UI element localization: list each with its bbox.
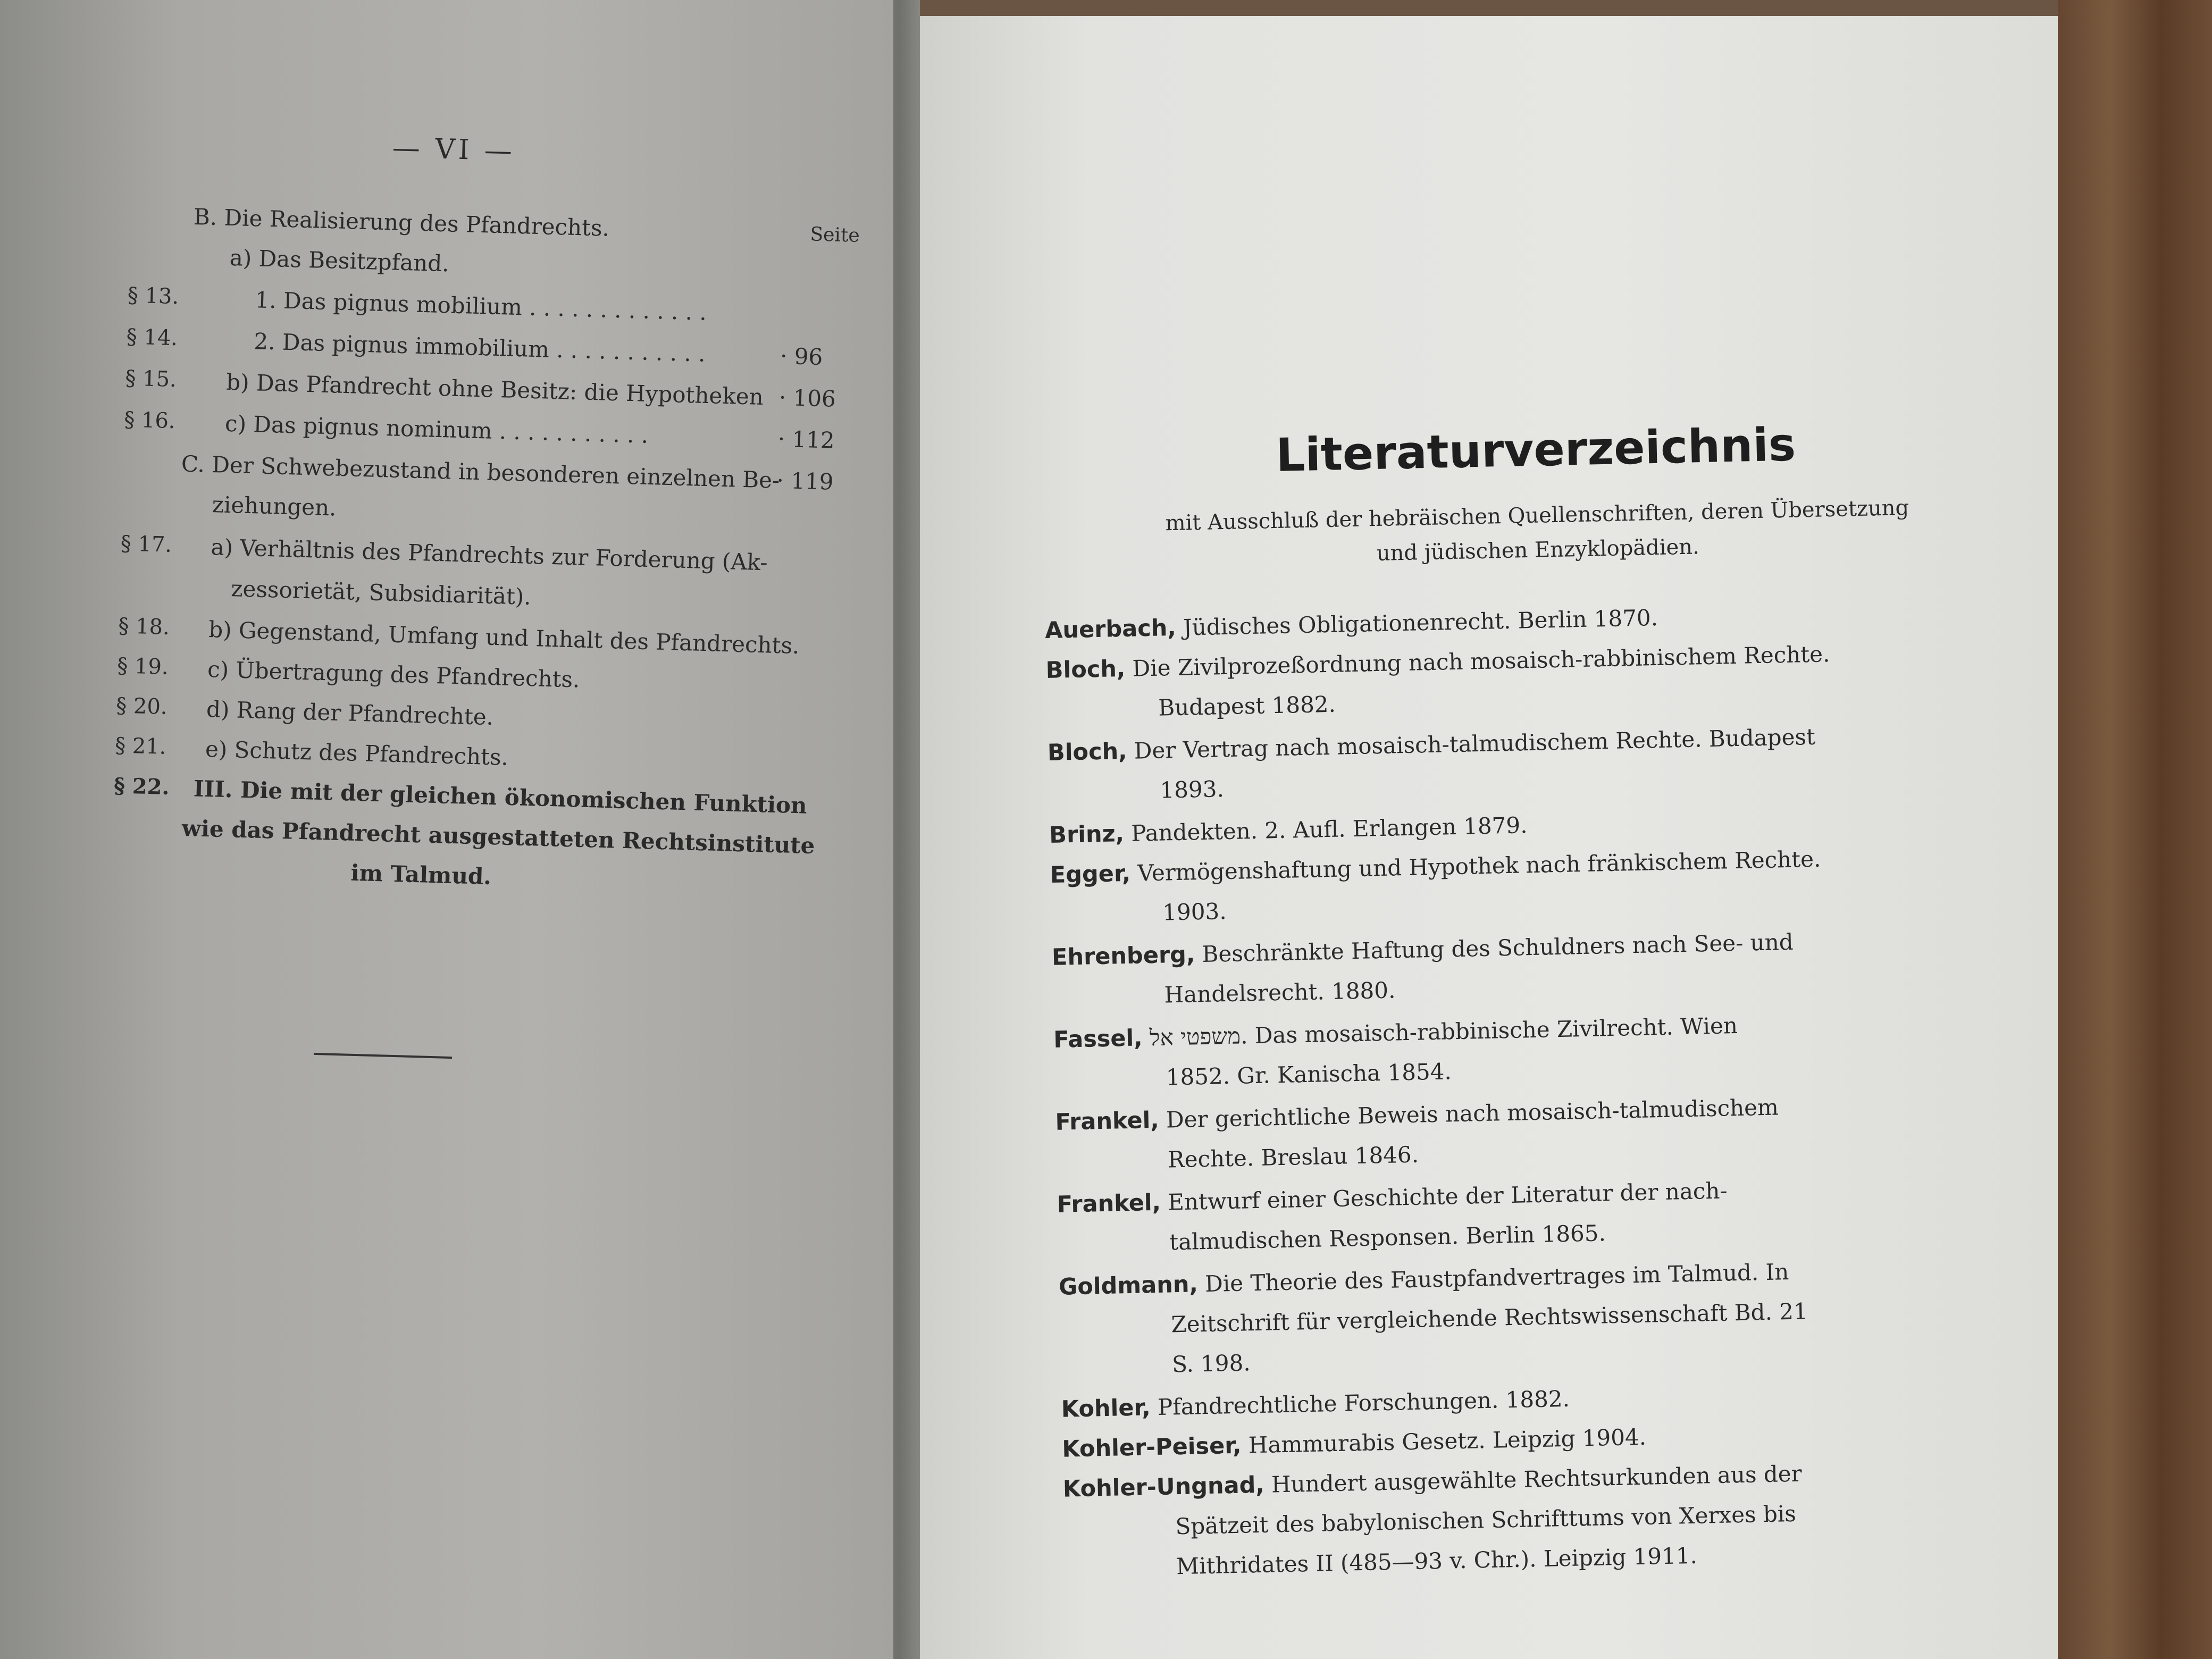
entry-continuation: 1852. Gr. Kanischa 1854.	[1166, 1058, 1452, 1091]
entry-author: Bloch,	[1045, 655, 1126, 684]
entry-text: Pfandrechtliche Forschungen. 1882.	[1157, 1385, 1570, 1420]
toc-entry: B. Die Realisierung des Pfandrechts.	[193, 203, 610, 241]
bibliography-entry	[1057, 1177, 1728, 1218]
toc-entry: b) Das Pfandrecht ohne Besitz: die Hypotheken	[225, 368, 764, 410]
entry-author: Fassel,	[1053, 1025, 1143, 1053]
right-page-content	[910, 3, 2082, 1659]
entry-author: Kohler,	[1061, 1394, 1151, 1423]
toc-entry: 2. Das pignus immobilium . . . . . . . . . . .	[253, 328, 706, 367]
entry-text: Der Vertrag nach mosaisch-talmudischem Rechte. Budapest	[1134, 723, 1816, 764]
entry-text: משפטי אל. Das mosaisch-rabbinische Zivilrecht. Wien	[1149, 1012, 1738, 1051]
entry-author: Egger,	[1050, 860, 1131, 889]
page-subtitle: und jüdischen Enzyklopädien.	[1376, 534, 1700, 566]
entry-author: Goldmann,	[1058, 1271, 1199, 1301]
left-page	[0, 0, 893, 1659]
divider-rule	[314, 1053, 452, 1059]
entry-text: Pandekten. 2. Aufl. Erlangen 1879.	[1130, 812, 1528, 847]
toc-page-number: · 119	[776, 467, 834, 495]
toc-section-number: § 17.	[120, 531, 172, 557]
entry-author: Frankel,	[1057, 1189, 1161, 1218]
bibliography-entry	[1053, 1012, 1738, 1053]
entry-author: Frankel,	[1055, 1107, 1160, 1136]
entry-author: Kohler-Peiser,	[1061, 1432, 1242, 1463]
bibliography-entry	[1059, 1259, 1789, 1301]
entry-text: Beschränkte Haftung des Schuldners nach See- und	[1202, 928, 1794, 968]
toc-section-number: § 22.	[113, 773, 170, 800]
entry-continuation: Mithridates II (485—93 v. Chr.). Leipzig 1911.	[1176, 1542, 1698, 1580]
toc-entry: C. Der Schwebezustand in besonderen einzelnen Be-	[181, 450, 780, 493]
toc-entry: im Talmud.	[350, 859, 492, 890]
entry-text: Entwurf einer Geschichte der Literatur der nach-	[1167, 1177, 1728, 1216]
toc-section-number: § 20.	[115, 693, 168, 719]
entry-author: Brinz,	[1049, 820, 1125, 849]
entry-text: Jüdisches Obligationenrecht. Berlin 1870.	[1183, 604, 1658, 641]
entry-author: Auerbach,	[1044, 614, 1177, 644]
bibliography-entry	[1061, 1386, 1570, 1423]
entry-text: Hundert ausgewählte Rechtsurkunden aus der	[1271, 1460, 1803, 1498]
entry-continuation: Handelsrecht. 1880.	[1164, 977, 1396, 1008]
bibliography-entry	[1055, 1094, 1779, 1135]
bibliography-entry	[1050, 846, 1821, 889]
toc-entry: e) Schutz des Pfandrechts.	[205, 735, 509, 770]
bibliography-entry	[1047, 724, 1815, 766]
entry-text: Hammurabis Gesetz. Leipzig 1904.	[1248, 1423, 1647, 1459]
toc-section-number: § 21.	[114, 733, 167, 759]
bibliography-entry	[1045, 641, 1830, 684]
toc-section-number: § 18.	[118, 614, 170, 640]
left-page-content	[0, 0, 896, 1659]
toc-section-number: § 19.	[116, 653, 169, 680]
toc-entry: a) Das Besitzpfand.	[229, 244, 450, 277]
toc-entry: 1. Das pignus mobilium . . . . . . . . . . . . .	[255, 287, 707, 325]
entry-author: Kohler-Ungnad,	[1062, 1471, 1265, 1503]
entry-author: Bloch,	[1047, 738, 1128, 767]
toc-entry: a) Verhältnis des Pfandrechts zur Forderung (Ak-	[211, 534, 768, 576]
page-number: — VI —	[391, 132, 516, 167]
entry-text: Vermögenshaftung und Hypothek nach fränkischem Rechte.	[1137, 845, 1821, 886]
entry-text: Die Zivilprozeßordnung nach mosaisch-rabbinischem Rechte.	[1132, 641, 1830, 682]
toc-section-number: § 14.	[126, 324, 178, 351]
toc-entry: c) Übertragung des Pfandrechts.	[207, 656, 581, 693]
page-title: Literaturverzeichnis	[1275, 418, 1797, 482]
toc-section-number: § 13.	[127, 283, 179, 309]
entry-continuation: S. 198.	[1171, 1350, 1251, 1378]
toc-entry: ziehungen.	[212, 491, 337, 521]
bibliography-entry	[1045, 605, 1658, 644]
toc-page-number: · 106	[778, 384, 836, 412]
bibliography-entry	[1062, 1461, 1802, 1503]
entry-continuation: 1893.	[1160, 776, 1225, 803]
bibliography-entry	[1062, 1424, 1647, 1463]
entry-text: Der gerichtliche Beweis nach mosaisch-talmudischem	[1166, 1094, 1779, 1133]
seite-label: Seite	[809, 223, 860, 247]
toc-entry: d) Rang der Pfandrechte.	[206, 696, 494, 731]
entry-continuation: Rechte. Breslau 1846.	[1167, 1141, 1419, 1173]
toc-page-number: · 112	[777, 425, 835, 454]
toc-entry: b) Gegenstand, Umfang und Inhalt des Pfandrechts.	[208, 616, 800, 659]
entry-continuation: Zeitschrift für vergleichende Rechtswissenschaft Bd. 21	[1171, 1298, 1808, 1338]
entry-author: Ehrenberg,	[1051, 941, 1195, 971]
toc-entry: III. Die mit der gleichen ökonomischen Funktion	[193, 775, 808, 819]
right-page	[920, 16, 2058, 1659]
bibliography-entry	[1049, 812, 1528, 849]
entry-text: Die Theorie des Faustpfandvertrages im Talmud. In	[1204, 1259, 1789, 1297]
toc-entry: zessorietät, Subsidiarität).	[230, 575, 532, 610]
page-subtitle: mit Ausschluß der hebräischen Quellenschriften, deren Übersetzung	[1165, 495, 1909, 536]
entry-continuation: Budapest 1882.	[1158, 691, 1336, 721]
toc-section-number: § 16.	[123, 407, 176, 434]
toc-entry: c) Das pignus nominum . . . . . . . . . . .	[224, 410, 649, 448]
entry-continuation: talmudischen Responsen. Berlin 1865.	[1169, 1220, 1606, 1255]
entry-continuation: Spätzeit des babylonischen Schrifttums von Xerxes bis	[1175, 1500, 1797, 1540]
toc-section-number: § 15.	[124, 366, 177, 392]
bibliography-entry	[1052, 929, 1794, 971]
toc-page-number: · 96	[780, 342, 823, 371]
toc-entry: wie das Pfandrecht ausgestatteten Rechtsinstitute	[181, 815, 816, 859]
entry-continuation: 1903.	[1162, 898, 1227, 926]
